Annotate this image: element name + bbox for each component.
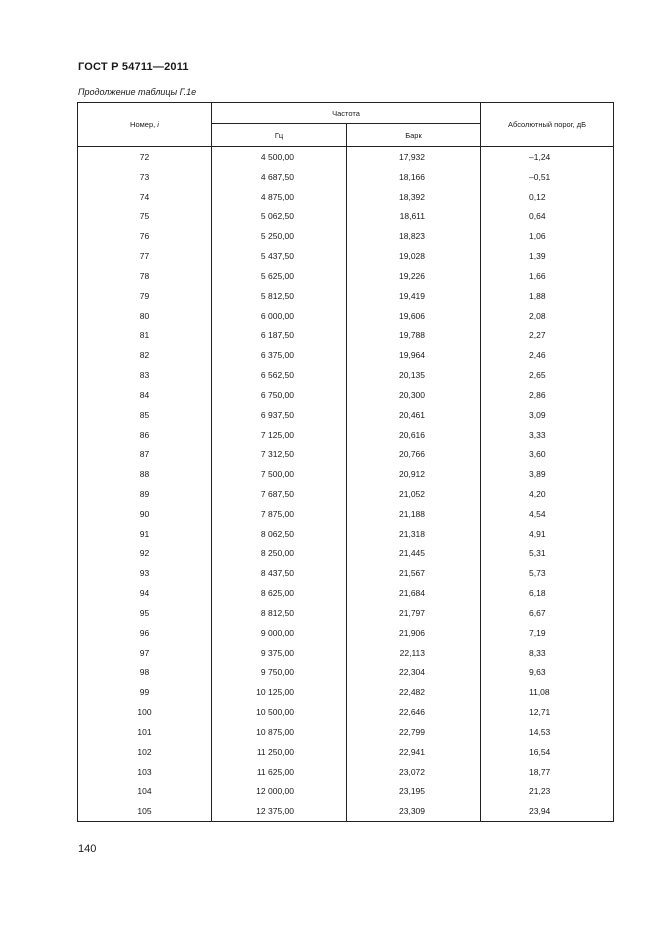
threshold-cell: 23,94 (481, 801, 614, 821)
bark-cell: 21,684 (347, 583, 481, 603)
number-cell: 96 (78, 623, 212, 643)
table-row (78, 147, 614, 167)
number-cell: 100 (78, 702, 212, 722)
table-row (78, 484, 614, 504)
threshold-cell: 3,89 (481, 464, 614, 484)
table-row (78, 563, 614, 583)
table-row (78, 742, 614, 762)
number-cell: 73 (78, 167, 212, 187)
header-bark: Барк (347, 124, 481, 147)
table-body (78, 147, 614, 822)
hz-cell: 4 500,00 (212, 147, 347, 167)
threshold-cell: 1,66 (481, 266, 614, 286)
bark-cell: 19,788 (347, 325, 481, 345)
hz-cell: 7 312,50 (212, 444, 347, 464)
hz-cell: 8 437,50 (212, 563, 347, 583)
header-frequency: Частота (212, 103, 481, 124)
table-row (78, 722, 614, 742)
number-cell: 93 (78, 563, 212, 583)
table-row (78, 405, 614, 425)
bark-cell: 22,482 (347, 682, 481, 702)
bark-cell: 21,318 (347, 524, 481, 544)
table-row (78, 345, 614, 365)
number-cell: 87 (78, 444, 212, 464)
table-row (78, 544, 614, 564)
hz-cell: 5 250,00 (212, 226, 347, 246)
hz-cell: 10 500,00 (212, 702, 347, 722)
bark-cell: 20,135 (347, 365, 481, 385)
number-cell: 81 (78, 325, 212, 345)
threshold-cell: 12,71 (481, 702, 614, 722)
threshold-cell: –1,24 (481, 147, 614, 167)
threshold-cell: 0,64 (481, 206, 614, 226)
threshold-cell: 6,67 (481, 603, 614, 623)
number-cell: 83 (78, 365, 212, 385)
number-cell: 77 (78, 246, 212, 266)
table-row (78, 187, 614, 207)
number-cell: 84 (78, 385, 212, 405)
threshold-cell: 0,12 (481, 187, 614, 207)
bark-cell: 20,300 (347, 385, 481, 405)
table-row (78, 325, 614, 345)
threshold-cell: 3,33 (481, 425, 614, 445)
table-row (78, 682, 614, 702)
hz-cell: 9 375,00 (212, 643, 347, 663)
table-row (78, 623, 614, 643)
bark-cell: 21,906 (347, 623, 481, 643)
bark-cell: 18,166 (347, 167, 481, 187)
threshold-cell: 11,08 (481, 682, 614, 702)
hz-cell: 7 875,00 (212, 504, 347, 524)
table-row (78, 603, 614, 623)
threshold-cell: 2,27 (481, 325, 614, 345)
hz-cell: 8 812,50 (212, 603, 347, 623)
threshold-cell: 1,06 (481, 226, 614, 246)
threshold-table (77, 102, 614, 822)
hz-cell: 5 812,50 (212, 286, 347, 306)
number-cell: 74 (78, 187, 212, 207)
hz-cell: 6 187,50 (212, 325, 347, 345)
threshold-cell: 1,88 (481, 286, 614, 306)
bark-cell: 17,932 (347, 147, 481, 167)
table-row (78, 762, 614, 782)
hz-cell: 4 875,00 (212, 187, 347, 207)
bark-cell: 22,799 (347, 722, 481, 742)
threshold-cell: 14,53 (481, 722, 614, 742)
threshold-cell: –0,51 (481, 167, 614, 187)
number-cell: 99 (78, 682, 212, 702)
number-cell: 79 (78, 286, 212, 306)
threshold-cell: 16,54 (481, 742, 614, 762)
hz-cell: 12 375,00 (212, 801, 347, 821)
bark-cell: 21,188 (347, 504, 481, 524)
table-row (78, 782, 614, 802)
document-standard-title: ГОСТ Р 54711—2011 (78, 61, 189, 73)
bark-cell: 21,567 (347, 563, 481, 583)
table-row (78, 444, 614, 464)
bark-cell: 21,797 (347, 603, 481, 623)
table-row (78, 365, 614, 385)
bark-cell: 22,113 (347, 643, 481, 663)
number-cell: 80 (78, 306, 212, 326)
bark-cell: 22,304 (347, 663, 481, 683)
header-hz: Гц (212, 124, 347, 147)
hz-cell: 5 625,00 (212, 266, 347, 286)
table-row (78, 524, 614, 544)
number-cell: 76 (78, 226, 212, 246)
table-row (78, 246, 614, 266)
bark-cell: 23,309 (347, 801, 481, 821)
number-cell: 82 (78, 345, 212, 365)
bark-cell: 21,445 (347, 544, 481, 564)
threshold-cell: 5,73 (481, 563, 614, 583)
number-cell: 78 (78, 266, 212, 286)
number-cell: 102 (78, 742, 212, 762)
table-row (78, 167, 614, 187)
bark-cell: 18,611 (347, 206, 481, 226)
threshold-table-container (77, 102, 613, 822)
table-row (78, 504, 614, 524)
bark-cell: 21,052 (347, 484, 481, 504)
number-cell: 98 (78, 663, 212, 683)
table-header (78, 103, 614, 147)
hz-cell: 6 937,50 (212, 405, 347, 425)
number-cell: 97 (78, 643, 212, 663)
bark-cell: 20,461 (347, 405, 481, 425)
table-row (78, 286, 614, 306)
threshold-cell: 7,19 (481, 623, 614, 643)
bark-cell: 22,646 (347, 702, 481, 722)
hz-cell: 8 062,50 (212, 524, 347, 544)
table-row (78, 306, 614, 326)
table-row (78, 643, 614, 663)
number-cell: 94 (78, 583, 212, 603)
number-cell: 86 (78, 425, 212, 445)
hz-cell: 9 750,00 (212, 663, 347, 683)
threshold-cell: 6,18 (481, 583, 614, 603)
hz-cell: 6 562,50 (212, 365, 347, 385)
table-row (78, 663, 614, 683)
threshold-cell: 2,86 (481, 385, 614, 405)
bark-cell: 18,392 (347, 187, 481, 207)
number-cell: 95 (78, 603, 212, 623)
hz-cell: 6 750,00 (212, 385, 347, 405)
hz-cell: 7 687,50 (212, 484, 347, 504)
hz-cell: 12 000,00 (212, 782, 347, 802)
bark-cell: 20,766 (347, 444, 481, 464)
table-caption: Продолжение таблицы Г.1е (78, 87, 197, 97)
number-cell: 92 (78, 544, 212, 564)
bark-cell: 19,028 (347, 246, 481, 266)
table-row (78, 266, 614, 286)
threshold-cell: 2,65 (481, 365, 614, 385)
table-row (78, 206, 614, 226)
threshold-cell: 9,63 (481, 663, 614, 683)
hz-cell: 11 250,00 (212, 742, 347, 762)
number-cell: 89 (78, 484, 212, 504)
threshold-cell: 4,20 (481, 484, 614, 504)
number-cell: 104 (78, 782, 212, 802)
number-cell: 88 (78, 464, 212, 484)
page-number: 140 (78, 843, 97, 855)
number-cell: 85 (78, 405, 212, 425)
hz-cell: 4 687,50 (212, 167, 347, 187)
table-row (78, 425, 614, 445)
hz-cell: 8 625,00 (212, 583, 347, 603)
table-row (78, 702, 614, 722)
threshold-cell: 2,08 (481, 306, 614, 326)
bark-cell: 19,419 (347, 286, 481, 306)
bark-cell: 19,964 (347, 345, 481, 365)
threshold-cell: 4,91 (481, 524, 614, 544)
hz-cell: 5 437,50 (212, 246, 347, 266)
hz-cell: 8 250,00 (212, 544, 347, 564)
number-cell: 91 (78, 524, 212, 544)
hz-cell: 5 062,50 (212, 206, 347, 226)
bark-cell: 19,226 (347, 266, 481, 286)
hz-cell: 6 375,00 (212, 345, 347, 365)
table-row (78, 385, 614, 405)
threshold-cell: 18,77 (481, 762, 614, 782)
hz-cell: 9 000,00 (212, 623, 347, 643)
bark-cell: 22,941 (347, 742, 481, 762)
threshold-cell: 1,39 (481, 246, 614, 266)
number-cell: 101 (78, 722, 212, 742)
hz-cell: 10 875,00 (212, 722, 347, 742)
header-threshold: Абсолютный порог, дБ (481, 103, 614, 147)
index-variable: i (157, 120, 159, 129)
hz-cell: 6 000,00 (212, 306, 347, 326)
number-cell: 103 (78, 762, 212, 782)
threshold-cell: 2,46 (481, 345, 614, 365)
bark-cell: 18,823 (347, 226, 481, 246)
number-cell: 90 (78, 504, 212, 524)
bark-cell: 19,606 (347, 306, 481, 326)
threshold-cell: 8,33 (481, 643, 614, 663)
number-cell: 75 (78, 206, 212, 226)
hz-cell: 11 625,00 (212, 762, 347, 782)
bark-cell: 23,072 (347, 762, 481, 782)
number-cell: 105 (78, 801, 212, 821)
table-row (78, 464, 614, 484)
hz-cell: 7 500,00 (212, 464, 347, 484)
table-row (78, 226, 614, 246)
threshold-cell: 3,09 (481, 405, 614, 425)
table-row (78, 801, 614, 821)
bark-cell: 20,616 (347, 425, 481, 445)
hz-cell: 10 125,00 (212, 682, 347, 702)
header-number: Номер, i (78, 103, 212, 147)
threshold-cell: 4,54 (481, 504, 614, 524)
threshold-cell: 5,31 (481, 544, 614, 564)
table-row (78, 583, 614, 603)
number-cell: 72 (78, 147, 212, 167)
hz-cell: 7 125,00 (212, 425, 347, 445)
bark-cell: 20,912 (347, 464, 481, 484)
bark-cell: 23,195 (347, 782, 481, 802)
threshold-cell: 21,23 (481, 782, 614, 802)
threshold-cell: 3,60 (481, 444, 614, 464)
